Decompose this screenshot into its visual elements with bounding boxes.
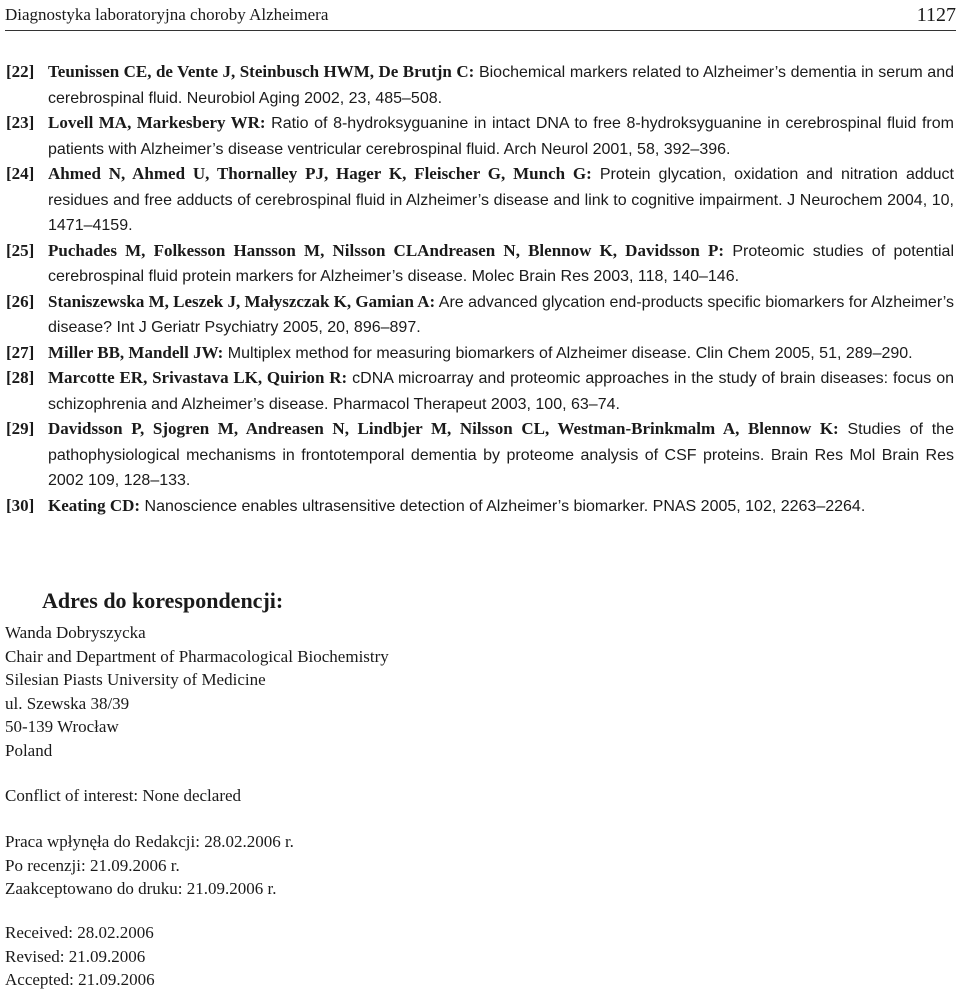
- address-line: Poland: [5, 740, 53, 760]
- correspondence-address: [5, 621, 389, 762]
- reference-number: [27]: [6, 342, 35, 362]
- reference-text: Biochemical markers related to Alzheimer’s dementia in serum and cerebrospinal fluid. Neurobiol Aging 2002, 23, 485–508.: [48, 64, 955, 107]
- reference-authors: Staniszewska M, Leszek J, Małyszczak K, Gamian A:: [48, 291, 436, 311]
- page-header: [5, 0, 956, 31]
- reference-text: Proteomic studies of potential cerebrospinal fluid protein markers for Alzheimer’s disease. Molec Brain Res 2003, 118, 140–146.: [48, 242, 954, 285]
- reference-24: [6, 162, 954, 239]
- reference-number: [25]: [6, 240, 35, 260]
- reference-text: Are advanced glycation end-products specific biomarkers for Alzheimer’s disease? Int J Geriatr Psychiatry 2005, 20, 896–897.: [48, 293, 955, 336]
- reference-list: [6, 60, 954, 519]
- reference-number: [29]: [6, 419, 35, 438]
- reference-26: [6, 290, 954, 341]
- reference-23: [6, 111, 954, 162]
- correspondence-heading: Adres do korespondencji:: [42, 588, 284, 613]
- reference-number: [28]: [6, 368, 35, 387]
- address-line: Silesian Piasts University of Medicine: [5, 670, 266, 689]
- date-line: Praca wpłynęła do Redakcji: 28.02.2006 r.: [5, 832, 294, 851]
- reference-text: cDNA microarray and proteomic approaches in the study of brain diseases: focus on schizophrenia and Alzheimer’s disease. Pharmacol Therapeut 2003, 100, 63–74.: [48, 370, 954, 413]
- reference-authors: Ahmed N, Ahmed U, Thornalley PJ, Hager K, Fleischer G, Munch G:: [48, 164, 592, 183]
- reference-30: [6, 494, 954, 520]
- reference-28: [6, 366, 954, 417]
- reference-text: Studies of the pathophysiological mechanisms in frontotemporal dementia by proteome analysis of CSF proteins. Brain Res Mol Brain Res 2002 109, 128–133.: [48, 421, 954, 489]
- reference-authors: Teunissen CE, de Vente J, Steinbusch HWM, De Brutjn C:: [48, 62, 475, 81]
- date-line: Received: 28.02.2006: [5, 923, 154, 942]
- reference-25: [6, 239, 954, 290]
- reference-number: [22]: [6, 62, 35, 81]
- reference-27: [6, 341, 954, 367]
- reference-number: [23]: [6, 113, 35, 132]
- address-line: 50-139 Wrocław: [5, 717, 119, 736]
- reference-authors: Puchades M, Folkesson Hansson M, Nilsson CLAndreasen N, Blennow K, Davidsson P:: [48, 240, 725, 260]
- reference-22: [6, 60, 954, 111]
- reference-number: [26]: [6, 291, 35, 311]
- reference-29: [6, 417, 954, 494]
- conflict-statement: [5, 784, 241, 808]
- reference-authors: Keating CD:: [48, 495, 141, 515]
- reference-text: Multiplex method for measuring biomarkers of Alzheimer disease. Clin Chem 2005, 51, 289–290.: [223, 344, 913, 362]
- reference-authors: Davidsson P, Sjogren M, Andreasen N, Lindbjer M, Nilsson CL, Westman-Brinkmalm A, Blennow K:: [48, 419, 839, 438]
- date-line: Po recenzji: 21.09.2006 r.: [5, 855, 180, 875]
- reference-number: [30]: [6, 495, 35, 515]
- reference-text: Nanoscience enables ultrasensitive detection of Alzheimer’s biomarker. PNAS 2005, 102, 2263–2264.: [140, 497, 866, 515]
- page-number: 1127: [916, 3, 956, 26]
- reference-number: [24]: [6, 164, 35, 183]
- reference-authors: Miller BB, Mandell JW:: [48, 342, 224, 362]
- reference-authors: Lovell MA, Markesbery WR:: [48, 113, 266, 132]
- date-line: Revised: 21.09.2006: [5, 946, 146, 966]
- address-line: ul. Szewska 38/39: [5, 693, 130, 713]
- reference-authors: Marcotte ER, Srivastava LK, Quirion R:: [48, 368, 348, 387]
- running-title: Diagnostyka laboratoryjna choroby Alzheimera: [5, 5, 329, 24]
- dates-polish: [5, 830, 294, 901]
- reference-text: Ratio of 8-hydroksyguanine in intact DNA to free 8-hydroksyguanine in cerebrospinal fluid from patients with Alzheimer’s disease ventricular cerebrospinal fluid. Arch Neurol 2001, 58, 392–396.: [48, 115, 954, 158]
- address-line: Chair and Department of Pharmacological Biochemistry: [5, 646, 389, 666]
- address-line: Wanda Dobryszycka: [5, 623, 146, 642]
- dates-english: [5, 921, 155, 992]
- date-line: Accepted: 21.09.2006: [5, 970, 155, 989]
- conflict-text: Conflict of interest: None declared: [5, 786, 242, 805]
- date-line: Zaakceptowano do druku: 21.09.2006 r.: [5, 879, 277, 898]
- reference-text: Protein glycation, oxidation and nitration adduct residues and free adducts of cerebrospinal fluid in Alzheimer’s disease and link to cognitive impairment. J Neurochem 2004, 10, 1471–4159.: [48, 166, 954, 234]
